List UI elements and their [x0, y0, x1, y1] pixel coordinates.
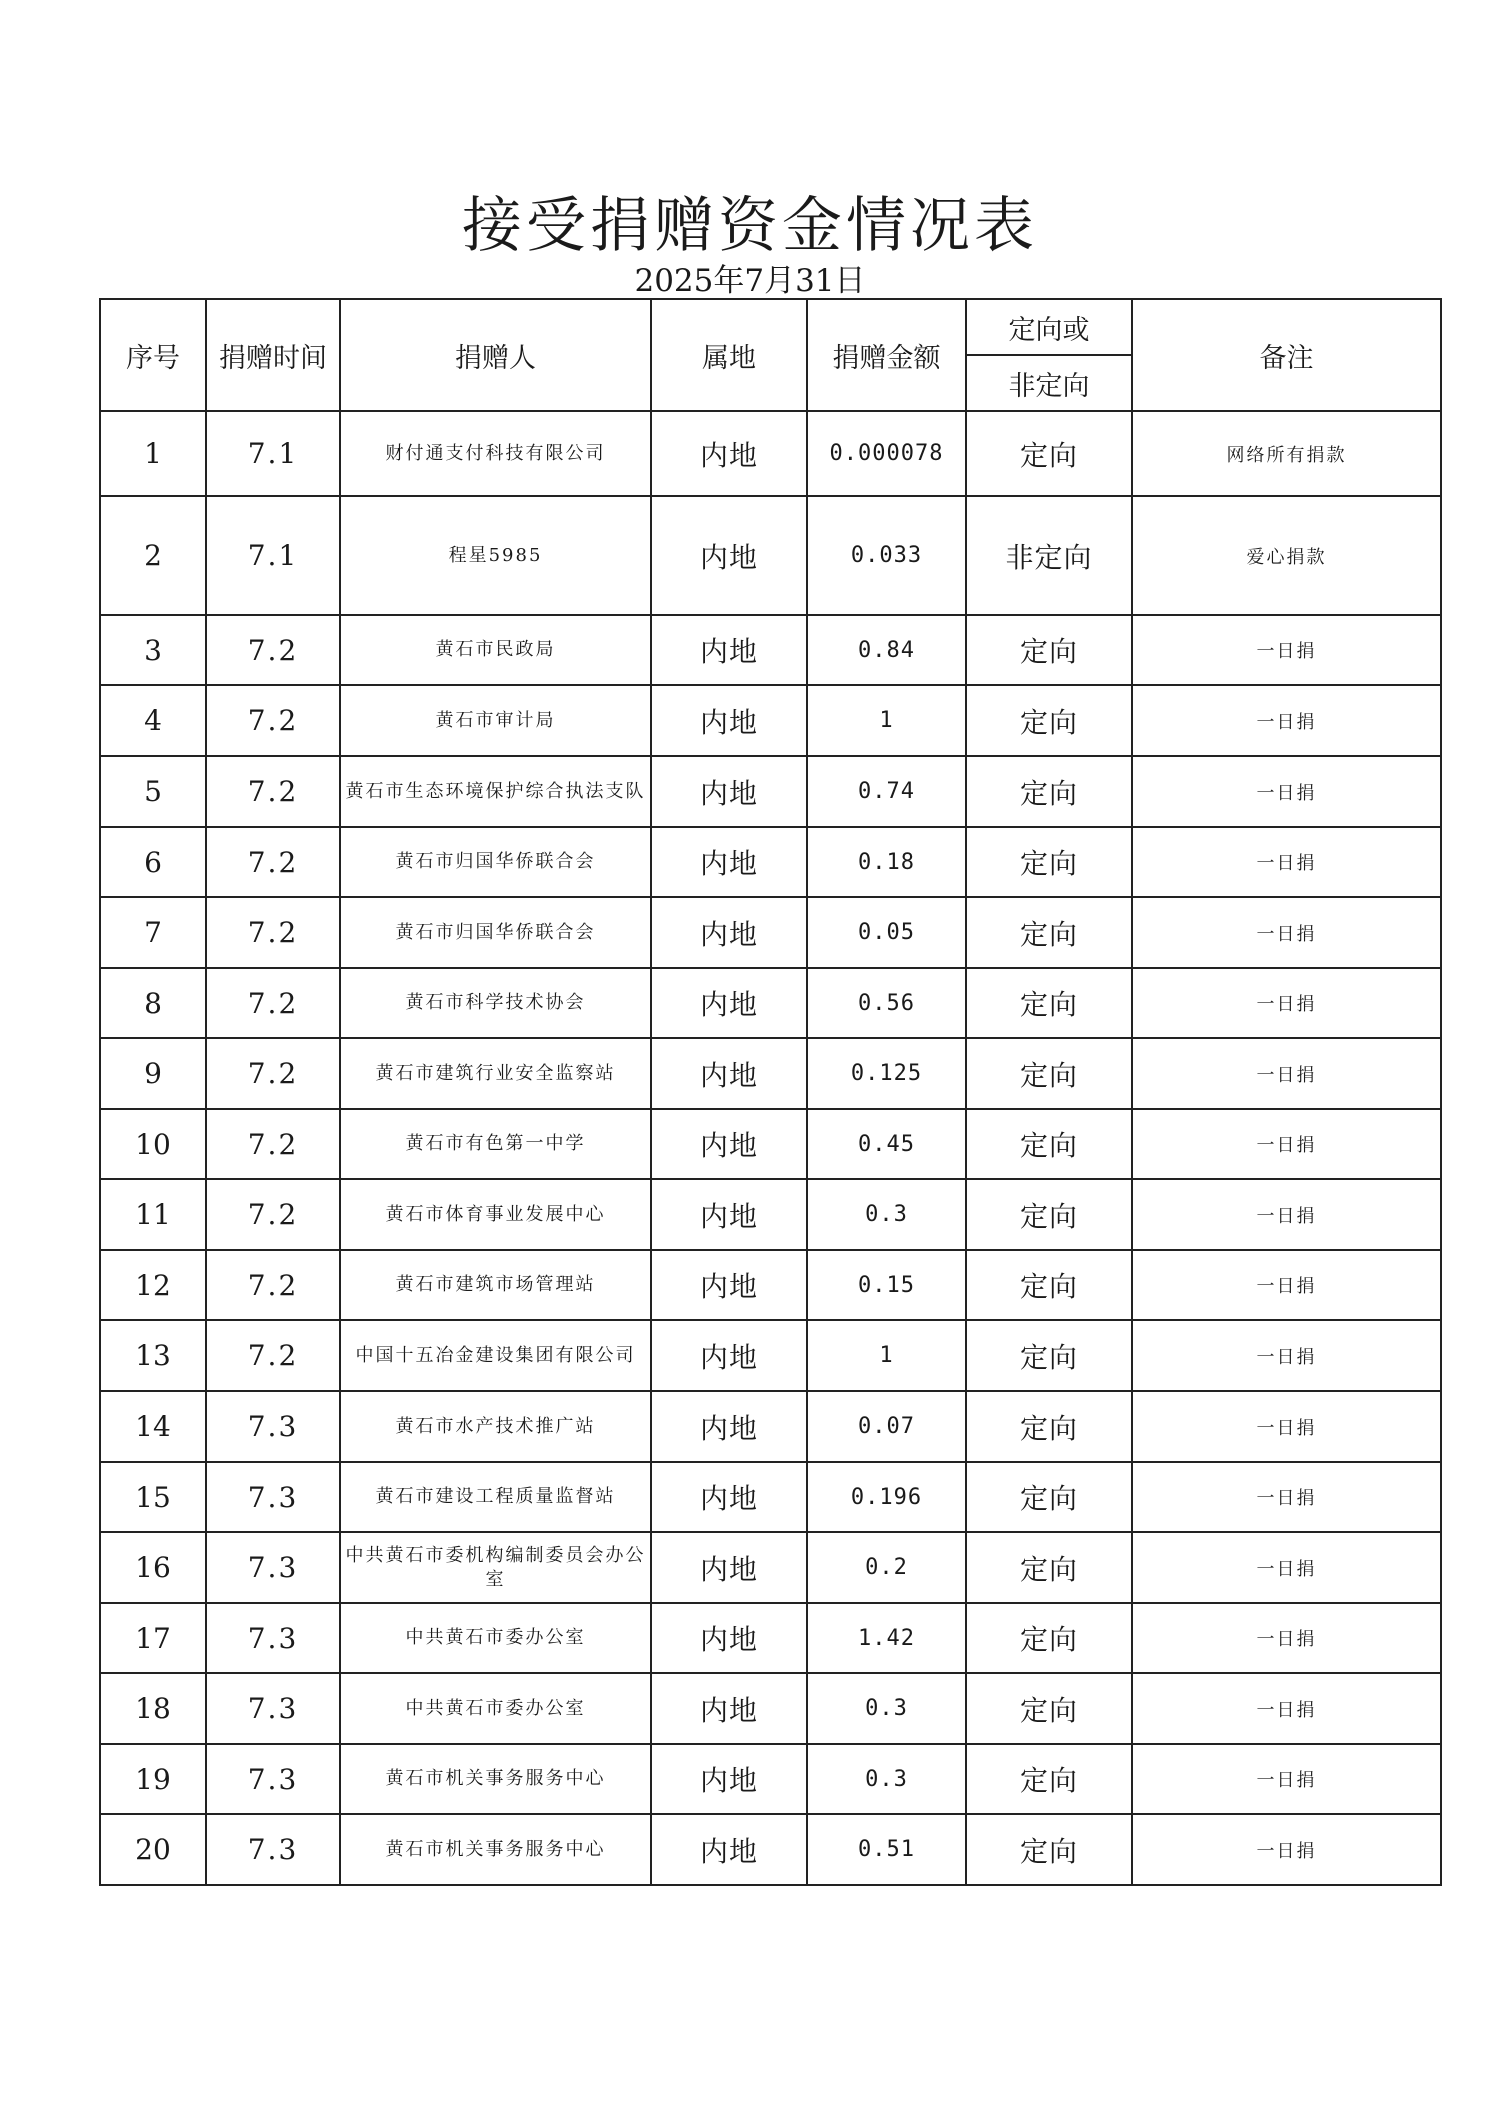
document-date: 2025年7月31日	[634, 263, 866, 299]
cell-donor: 黄石市科学技术协会	[340, 968, 651, 1038]
cell-donor: 中共黄石市委办公室	[340, 1603, 651, 1673]
cell-time: 7.1	[206, 411, 340, 496]
cell-donor: 黄石市建筑市场管理站	[340, 1250, 651, 1320]
cell-index: 8	[100, 968, 206, 1038]
table-header	[100, 299, 1441, 411]
cell-amount: 0.51	[807, 1814, 966, 1885]
cell-note: 一日捐	[1132, 1038, 1441, 1109]
cell-region: 内地	[651, 1603, 807, 1673]
table-body	[100, 411, 1441, 1885]
cell-region: 内地	[651, 615, 807, 685]
cell-amount: 1.42	[807, 1603, 966, 1673]
cell-type: 定向	[966, 968, 1132, 1038]
cell-note: 网络所有捐款	[1132, 411, 1441, 496]
cell-index: 16	[100, 1532, 206, 1603]
cell-note: 一日捐	[1132, 1814, 1441, 1885]
cell-index: 3	[100, 615, 206, 685]
cell-index: 2	[100, 496, 206, 615]
cell-amount: 0.2	[807, 1532, 966, 1603]
donation-table	[99, 298, 1442, 1886]
cell-donor: 中共黄石市委机构编制委员会办公室	[340, 1532, 651, 1603]
cell-time: 7.2	[206, 1320, 340, 1391]
table-row	[100, 827, 1441, 897]
cell-donor: 中国十五冶金建设集团有限公司	[340, 1320, 651, 1391]
cell-type: 定向	[966, 1814, 1132, 1885]
cell-note: 一日捐	[1132, 685, 1441, 756]
cell-donor: 黄石市生态环境保护综合执法支队	[340, 756, 651, 827]
cell-donor: 黄石市体育事业发展中心	[340, 1179, 651, 1250]
table-row	[100, 1179, 1441, 1250]
cell-donor: 黄石市机关事务服务中心	[340, 1814, 651, 1885]
cell-type: 定向	[966, 1320, 1132, 1391]
table-row	[100, 1250, 1441, 1320]
cell-region: 内地	[651, 1320, 807, 1391]
cell-amount: 1	[807, 685, 966, 756]
cell-time: 7.3	[206, 1532, 340, 1603]
cell-note: 一日捐	[1132, 1320, 1441, 1391]
cell-time: 7.2	[206, 1038, 340, 1109]
cell-index: 5	[100, 756, 206, 827]
cell-donor: 黄石市建筑行业安全监察站	[340, 1038, 651, 1109]
cell-amount: 0.196	[807, 1462, 966, 1532]
cell-time: 7.2	[206, 756, 340, 827]
cell-region: 内地	[651, 1532, 807, 1603]
cell-time: 7.3	[206, 1603, 340, 1673]
cell-type: 定向	[966, 1603, 1132, 1673]
cell-donor: 黄石市有色第一中学	[340, 1109, 651, 1179]
table-row	[100, 897, 1441, 968]
table-row	[100, 1462, 1441, 1532]
cell-note: 一日捐	[1132, 615, 1441, 685]
cell-region: 内地	[651, 496, 807, 615]
cell-note: 爱心捐款	[1132, 496, 1441, 615]
cell-amount: 0.05	[807, 897, 966, 968]
cell-amount: 0.125	[807, 1038, 966, 1109]
cell-type: 定向	[966, 897, 1132, 968]
cell-donor: 黄石市水产技术推广站	[340, 1391, 651, 1462]
cell-type: 定向	[966, 1391, 1132, 1462]
cell-time: 7.3	[206, 1814, 340, 1885]
cell-index: 14	[100, 1391, 206, 1462]
cell-time: 7.2	[206, 1179, 340, 1250]
cell-amount: 1	[807, 1320, 966, 1391]
cell-index: 1	[100, 411, 206, 496]
cell-index: 17	[100, 1603, 206, 1673]
cell-amount: 0.18	[807, 827, 966, 897]
cell-type: 定向	[966, 1744, 1132, 1814]
cell-time: 7.2	[206, 615, 340, 685]
table-row	[100, 756, 1441, 827]
cell-amount: 0.3	[807, 1744, 966, 1814]
cell-type: 定向	[966, 1532, 1132, 1603]
cell-amount: 0.15	[807, 1250, 966, 1320]
cell-note: 一日捐	[1132, 1250, 1441, 1320]
cell-note: 一日捐	[1132, 1532, 1441, 1603]
cell-amount: 0.07	[807, 1391, 966, 1462]
cell-region: 内地	[651, 1391, 807, 1462]
cell-time: 7.2	[206, 1109, 340, 1179]
cell-type: 定向	[966, 827, 1132, 897]
cell-time: 7.3	[206, 1744, 340, 1814]
table-row	[100, 968, 1441, 1038]
cell-type: 非定向	[966, 496, 1132, 615]
cell-note: 一日捐	[1132, 1744, 1441, 1814]
cell-note: 一日捐	[1132, 1109, 1441, 1179]
cell-amount: 0.45	[807, 1109, 966, 1179]
cell-region: 内地	[651, 1462, 807, 1532]
cell-type: 定向	[966, 685, 1132, 756]
cell-amount: 0.74	[807, 756, 966, 827]
header-type-top: 定向或	[966, 299, 1132, 355]
cell-type: 定向	[966, 1038, 1132, 1109]
cell-amount: 0.000078	[807, 411, 966, 496]
cell-index: 10	[100, 1109, 206, 1179]
cell-time: 7.2	[206, 685, 340, 756]
cell-donor: 黄石市民政局	[340, 615, 651, 685]
cell-note: 一日捐	[1132, 827, 1441, 897]
cell-region: 内地	[651, 1744, 807, 1814]
table-row	[100, 1109, 1441, 1179]
table-row	[100, 685, 1441, 756]
cell-time: 7.2	[206, 827, 340, 897]
cell-region: 内地	[651, 968, 807, 1038]
header-index: 序号	[100, 299, 206, 411]
cell-index: 18	[100, 1673, 206, 1744]
cell-region: 内地	[651, 1250, 807, 1320]
header-note: 备注	[1132, 299, 1441, 411]
cell-donor: 黄石市审计局	[340, 685, 651, 756]
cell-note: 一日捐	[1132, 1673, 1441, 1744]
cell-index: 4	[100, 685, 206, 756]
table-row	[100, 1532, 1441, 1603]
cell-index: 11	[100, 1179, 206, 1250]
cell-time: 7.3	[206, 1462, 340, 1532]
table-row	[100, 1038, 1441, 1109]
table-row	[100, 1391, 1441, 1462]
cell-amount: 0.3	[807, 1179, 966, 1250]
cell-note: 一日捐	[1132, 1603, 1441, 1673]
cell-note: 一日捐	[1132, 1462, 1441, 1532]
cell-time: 7.2	[206, 968, 340, 1038]
cell-time: 7.3	[206, 1391, 340, 1462]
cell-region: 内地	[651, 1179, 807, 1250]
cell-index: 6	[100, 827, 206, 897]
cell-index: 20	[100, 1814, 206, 1885]
cell-donor: 程星5985	[340, 496, 651, 615]
cell-region: 内地	[651, 1038, 807, 1109]
cell-type: 定向	[966, 1179, 1132, 1250]
cell-donor: 财付通支付科技有限公司	[340, 411, 651, 496]
cell-region: 内地	[651, 1109, 807, 1179]
cell-amount: 0.56	[807, 968, 966, 1038]
cell-note: 一日捐	[1132, 756, 1441, 827]
cell-time: 7.1	[206, 496, 340, 615]
cell-donor: 黄石市机关事务服务中心	[340, 1744, 651, 1814]
cell-region: 内地	[651, 756, 807, 827]
cell-amount: 0.3	[807, 1673, 966, 1744]
table-row	[100, 615, 1441, 685]
table-row	[100, 1603, 1441, 1673]
header-type-bottom: 非定向	[966, 355, 1132, 411]
document-title: 接受捐赠资金情况表	[462, 191, 1038, 261]
cell-donor: 黄石市建设工程质量监督站	[340, 1462, 651, 1532]
cell-region: 内地	[651, 897, 807, 968]
cell-time: 7.2	[206, 1250, 340, 1320]
table-row	[100, 1673, 1441, 1744]
cell-type: 定向	[966, 1462, 1132, 1532]
cell-donor: 黄石市归国华侨联合会	[340, 827, 651, 897]
cell-time: 7.2	[206, 897, 340, 968]
cell-index: 13	[100, 1320, 206, 1391]
cell-region: 内地	[651, 1814, 807, 1885]
cell-region: 内地	[651, 411, 807, 496]
cell-index: 15	[100, 1462, 206, 1532]
table-row	[100, 1814, 1441, 1885]
cell-time: 7.3	[206, 1673, 340, 1744]
cell-donor: 黄石市归国华侨联合会	[340, 897, 651, 968]
cell-index: 19	[100, 1744, 206, 1814]
cell-type: 定向	[966, 615, 1132, 685]
cell-type: 定向	[966, 1673, 1132, 1744]
cell-type: 定向	[966, 411, 1132, 496]
cell-donor: 中共黄石市委办公室	[340, 1673, 651, 1744]
cell-index: 7	[100, 897, 206, 968]
cell-region: 内地	[651, 1673, 807, 1744]
cell-amount: 0.033	[807, 496, 966, 615]
cell-note: 一日捐	[1132, 1391, 1441, 1462]
table-row	[100, 496, 1441, 615]
table-row	[100, 1320, 1441, 1391]
cell-note: 一日捐	[1132, 897, 1441, 968]
cell-region: 内地	[651, 827, 807, 897]
cell-note: 一日捐	[1132, 968, 1441, 1038]
cell-amount: 0.84	[807, 615, 966, 685]
table-row	[100, 1744, 1441, 1814]
cell-region: 内地	[651, 685, 807, 756]
cell-type: 定向	[966, 1109, 1132, 1179]
cell-type: 定向	[966, 1250, 1132, 1320]
cell-note: 一日捐	[1132, 1179, 1441, 1250]
cell-index: 9	[100, 1038, 206, 1109]
header-region: 属地	[651, 299, 807, 411]
table-row	[100, 411, 1441, 496]
header-donor: 捐赠人	[340, 299, 651, 411]
header-time: 捐赠时间	[206, 299, 340, 411]
header-amount: 捐赠金额	[807, 299, 966, 411]
cell-index: 12	[100, 1250, 206, 1320]
cell-type: 定向	[966, 756, 1132, 827]
